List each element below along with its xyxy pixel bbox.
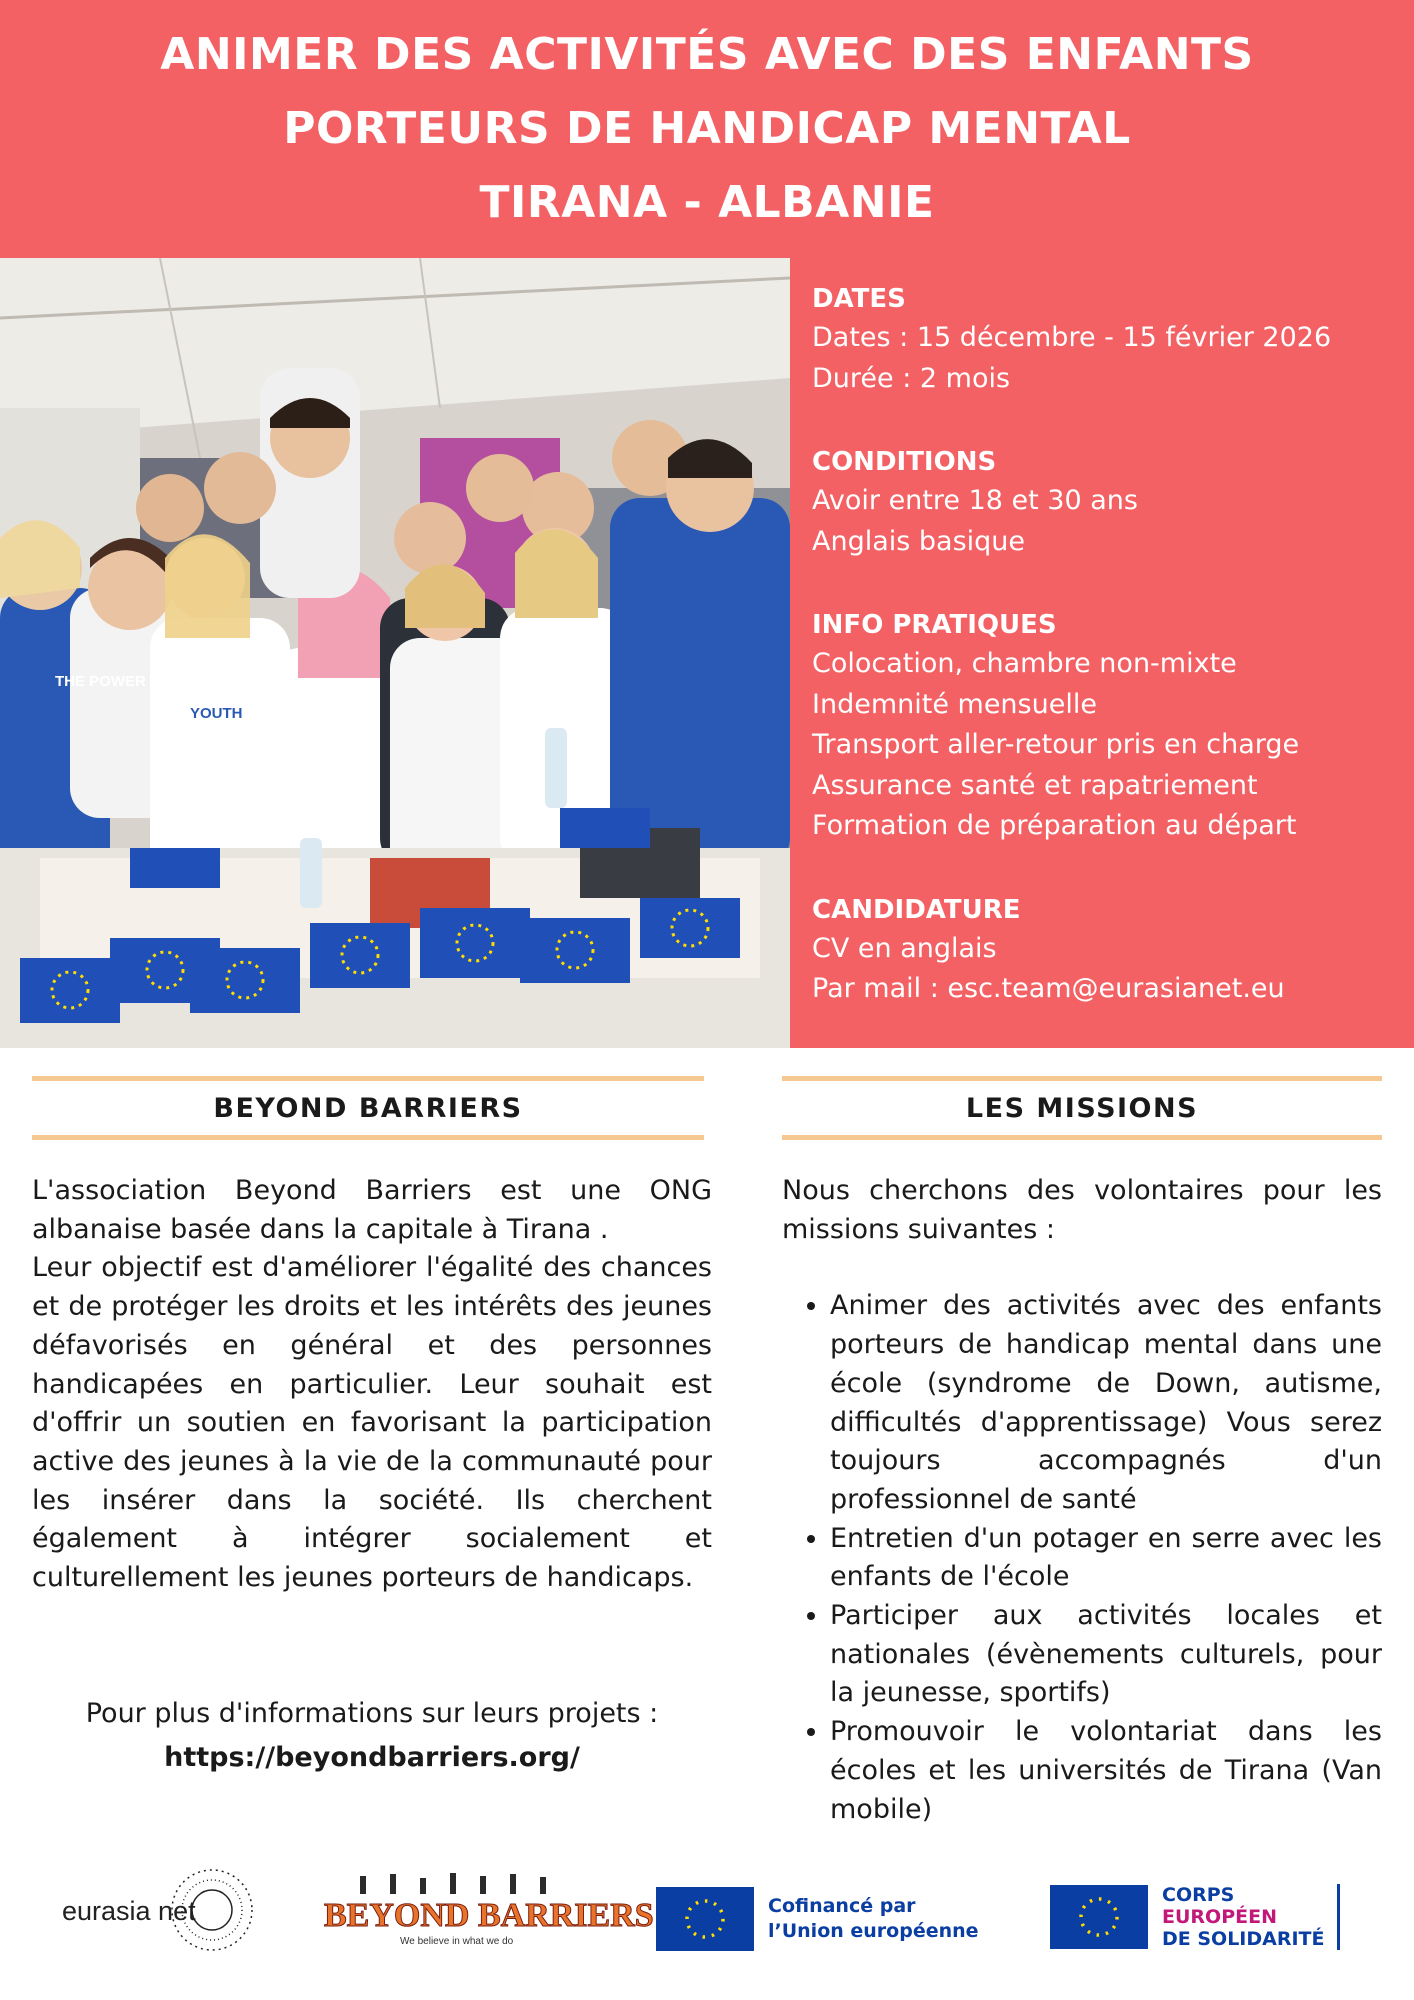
eurasia-net-mark <box>62 1860 262 1960</box>
beyond-barriers-link[interactable]: https://beyondbarriers.org/ <box>164 1742 580 1773</box>
conditions-title: CONDITIONS <box>812 447 997 477</box>
eu-cofinance-text <box>768 1894 979 1944</box>
group-photo-illustration <box>0 258 790 1048</box>
more-info-text: Pour plus d'informations sur leurs projets : <box>85 1698 659 1729</box>
language-condition: Anglais basique <box>812 525 1026 557</box>
dates-line: Dates : 15 décembre - 15 février 2026 <box>812 322 1332 353</box>
dates-title: DATES <box>812 284 906 314</box>
dates-section <box>812 280 1394 399</box>
practical-info-item: Assurance santé et rapatriement <box>812 769 1258 801</box>
mission-item: • Participer aux activités locales et nationales (évènements culturels, pour la jeunesse, sportifs) <box>830 1597 1382 1713</box>
eu-cofinance-line-1: Cofinancé par <box>768 1895 916 1917</box>
eurasia-net-logo <box>62 1860 262 1960</box>
practical-info-section <box>812 606 1394 847</box>
beyond-barriers-intro: L'association Beyond Barriers est une ONG albanaise basée dans la capitale à Tirana . <box>32 1175 712 1245</box>
eurasia-net-text: eurasia net <box>62 1896 196 1926</box>
missions-heading: LES MISSIONS <box>782 1076 1382 1140</box>
beyond-barriers-heading: BEYOND BARRIERS <box>32 1076 704 1140</box>
title-banner <box>0 0 1414 258</box>
group-photo <box>0 258 790 1048</box>
conditions-section <box>812 443 1394 562</box>
practical-info-item: Transport aller-retour pris en charge <box>812 729 1300 760</box>
esc-line-3: DE SOLIDARITÉ <box>1162 1928 1325 1950</box>
age-condition: Avoir entre 18 et 30 ans <box>812 485 1138 516</box>
shirt-print-1: THE POWER OF YOUTH <box>55 673 228 690</box>
practical-info-item: Indemnité mensuelle <box>812 688 1097 720</box>
esc-line-1: CORPS <box>1162 1884 1235 1906</box>
info-panel <box>790 258 1414 1048</box>
title-line-1: ANIMER DES ACTIVITÉS AVEC DES ENFANTS <box>160 29 1254 80</box>
eu-flag-icon <box>656 1887 754 1951</box>
european-solidarity-corps-logo <box>1050 1880 1350 1954</box>
esc-text <box>1162 1884 1340 1950</box>
missions-intro: Nous cherchons des volontaires pour les missions suivantes : <box>782 1175 1382 1245</box>
eu-cofinance-line-2: l’Union européenne <box>768 1920 979 1942</box>
title-line-2: PORTEURS DE HANDICAP MENTAL <box>283 103 1131 154</box>
eu-cofinance-logo <box>656 1884 986 1954</box>
application-title: CANDIDATURE <box>812 894 1021 925</box>
beyond-barriers-logo <box>320 1870 654 1952</box>
missions-description <box>782 1172 1382 1829</box>
missions-list <box>782 1287 1382 1829</box>
partner-logos <box>0 1860 1414 1970</box>
beyond-barriers-mark <box>320 1870 654 1952</box>
eu-flag-icon <box>1050 1885 1148 1949</box>
title-line-3: TIRANA - ALBANIE <box>479 177 935 228</box>
esc-line-2: EUROPÉEN <box>1162 1906 1277 1928</box>
beyond-barriers-wordmark: BEYOND BARRIERS <box>324 1897 654 1934</box>
application-email[interactable]: Par mail : esc.team@eurasianet.eu <box>812 973 1285 1004</box>
beyond-barriers-tagline: We believe in what we do <box>400 1936 514 1947</box>
duration-line: Durée : 2 mois <box>812 362 1011 394</box>
mission-item: • Entretien d'un potager en serre avec les enfants de l'école <box>830 1520 1382 1597</box>
beyond-barriers-goal: Leur objectif est d'améliorer l'égalité des chances et de protéger les droits et les intérêts des jeunes défavorisés en général et des personnes handicapées en particulier. Leur souhait est d'offrir un soutien en favorisant la participation active des jeunes à la vie de la communauté pour les insérer dans la société. Ils cherchent également à intégrer socialement et culturellement les jeunes porteurs de handicaps. <box>32 1252 712 1594</box>
beyond-barriers-description <box>32 1172 712 1598</box>
mission-item: • Animer des activités avec des enfants porteurs de handicap mental dans une école (syndrome de Down, autisme, difficultés d'apprentissage) Vous serez toujours accompagnés d'un professionnel de santé <box>830 1287 1382 1519</box>
practical-info-title: INFO PRATIQUES <box>812 610 1057 640</box>
application-cv: CV en anglais <box>812 932 997 964</box>
mission-item: • Promouvoir le volontariat dans les écoles et les universités de Tirana (Van mobile) <box>830 1713 1382 1829</box>
more-info <box>32 1692 712 1780</box>
application-section <box>812 891 1394 1010</box>
shirt-print-2: YOUTH <box>190 705 243 722</box>
practical-info-item: Colocation, chambre non-mixte <box>812 648 1237 679</box>
practical-info-item: Formation de préparation au départ <box>812 810 1297 841</box>
